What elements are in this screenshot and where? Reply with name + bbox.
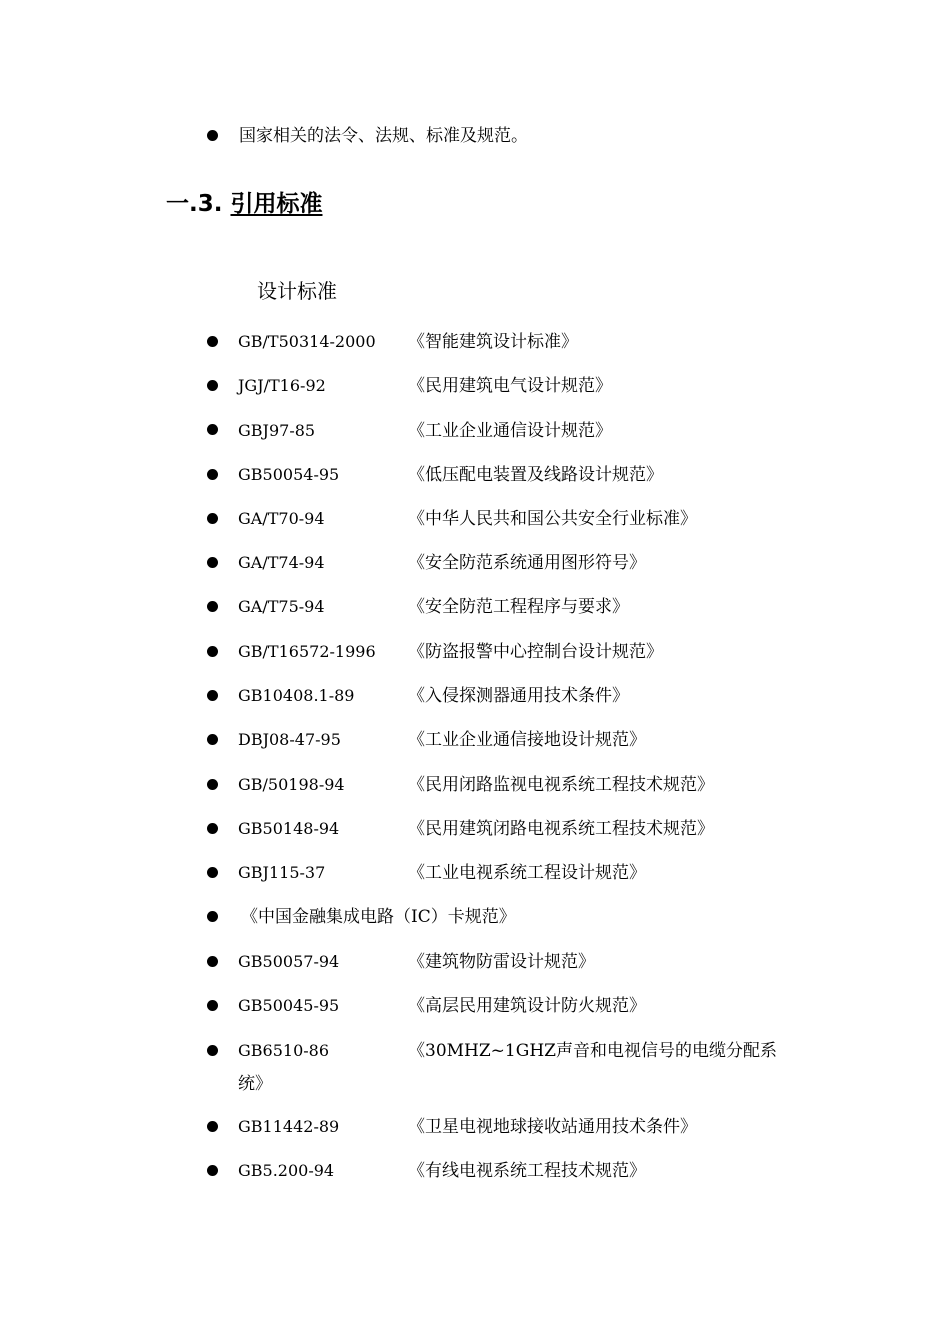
bullet-icon [207, 1165, 218, 1176]
intro-text: 国家相关的法令、法规、标准及规范。 [239, 126, 528, 146]
standard-title: 《中华人民共和国公共安全行业标准》 [408, 509, 697, 529]
bullet-icon [207, 557, 218, 568]
standard-code: GA/T70-94 [238, 509, 325, 528]
bullet-icon [207, 130, 218, 141]
standard-code: GB11442-89 [238, 1117, 340, 1136]
standard-code: GB50045-95 [238, 996, 340, 1015]
bullet-icon [207, 956, 218, 967]
standard-code: GB50057-94 [238, 952, 340, 971]
section-title: 引用标准 [230, 191, 323, 217]
standard-title: 《工业电视系统工程设计规范》 [408, 863, 646, 883]
standard-code: GB/T16572-1996 [238, 642, 376, 661]
bullet-icon [207, 867, 218, 878]
bullet-icon [207, 779, 218, 790]
standard-code: GB/50198-94 [238, 775, 345, 794]
standard-title: 《入侵探测器通用技术条件》 [408, 686, 629, 706]
bullet-icon [207, 823, 218, 834]
bullet-icon [207, 646, 218, 657]
subsection-title: 设计标准 [257, 279, 337, 303]
bullet-icon [207, 336, 218, 347]
bullet-icon [207, 469, 218, 480]
section-heading [166, 189, 322, 219]
standard-title: 《有线电视系统工程技术规范》 [408, 1161, 646, 1181]
standard-title: 《30MHZ~1GHZ声音和电视信号的电缆分配系 [408, 1041, 777, 1061]
bullet-icon [207, 690, 218, 701]
bullet-icon [207, 513, 218, 524]
standard-code: GBJ115-37 [238, 863, 326, 882]
bullet-icon [207, 380, 218, 391]
standard-code: DBJ08-47-95 [238, 730, 341, 749]
bullet-icon [207, 1000, 218, 1011]
standard-title: 《安全防范工程程序与要求》 [408, 597, 629, 617]
standard-title: 《安全防范系统通用图形符号》 [408, 553, 646, 573]
standard-title: 《卫星电视地球接收站通用技术条件》 [408, 1117, 697, 1137]
standard-title: 《智能建筑设计标准》 [408, 332, 578, 352]
standard-title: 《低压配电装置及线路设计规范》 [408, 465, 663, 485]
standard-code: GB50148-94 [238, 819, 340, 838]
standard-code: GA/T75-94 [238, 597, 325, 616]
standard-code: GB5.200-94 [238, 1161, 335, 1180]
standard-code: GB50054-95 [238, 465, 340, 484]
standard-code: JGJ/T16-92 [238, 376, 326, 395]
standard-title: 《高层民用建筑设计防火规范》 [408, 996, 646, 1016]
standard-title: 《中国金融集成电路（IC）卡规范》 [241, 907, 516, 927]
standard-title: 《民用闭路监视电视系统工程技术规范》 [408, 775, 714, 795]
section-number: 一.3. [166, 191, 223, 217]
standard-title: 《工业企业通信接地设计规范》 [408, 730, 646, 750]
bullet-icon [207, 734, 218, 745]
bullet-icon [207, 1045, 218, 1056]
standard-code: GB10408.1-89 [238, 686, 355, 705]
standard-code: GA/T74-94 [238, 553, 325, 572]
standard-code: GBJ97-85 [238, 421, 316, 440]
standard-code: GB/T50314-2000 [238, 332, 376, 351]
bullet-icon [207, 601, 218, 612]
bullet-icon [207, 424, 218, 435]
standard-title: 《工业企业通信设计规范》 [408, 421, 612, 441]
standard-title-continuation: 统》 [238, 1074, 272, 1094]
standard-title: 《民用建筑电气设计规范》 [408, 376, 612, 396]
bullet-icon [207, 1121, 218, 1132]
standard-title: 《民用建筑闭路电视系统工程技术规范》 [408, 819, 714, 839]
standard-code: GB6510-86 [238, 1041, 330, 1060]
standard-title: 《建筑物防雷设计规范》 [408, 952, 595, 972]
standard-title: 《防盗报警中心控制台设计规范》 [408, 642, 663, 662]
bullet-icon [207, 911, 218, 922]
